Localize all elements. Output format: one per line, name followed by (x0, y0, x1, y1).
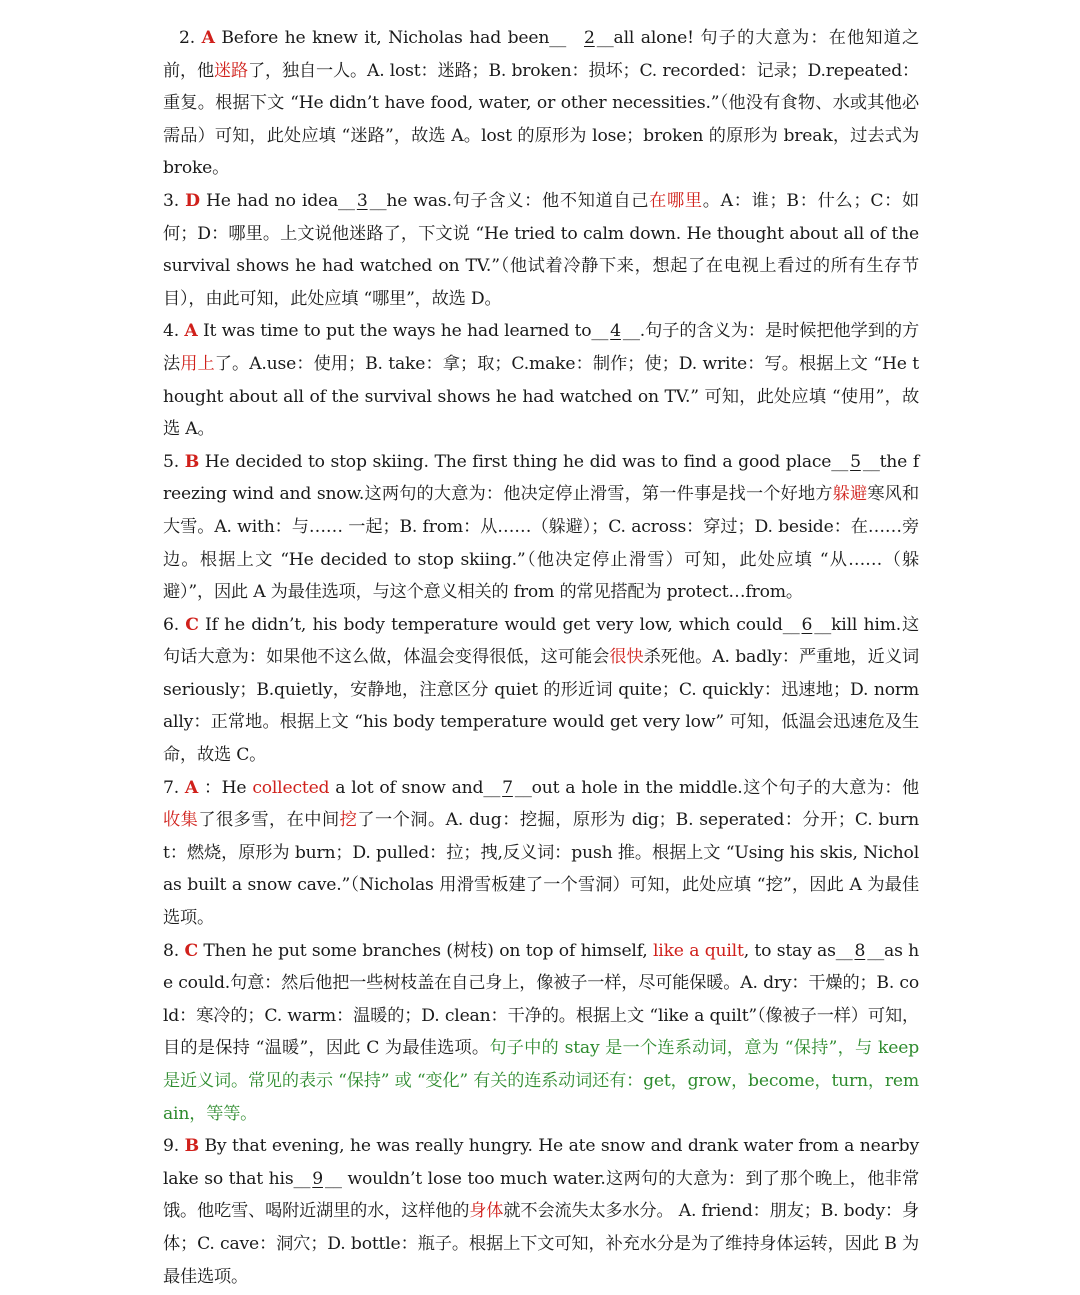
blank-number: 2 (584, 28, 595, 48)
explanation-paragraph (163, 446, 919, 609)
explanation-paragraph (163, 185, 919, 315)
answer-letter: B (184, 1136, 199, 1157)
text-segment: 了。A.use：使用；B. take：拿；取；C.make：制作；使；D. write：写。根据上文 “He thought about all of the survival shows he had watched on TV.” 可知，此处应填 “使用”，故选 A。 (163, 353, 919, 440)
grammar-note: 句子中的 stay 是一个连系动词，意为 “保持”，与 keep 是近义词。常见的表示 “保持” 或 “变化” 有关的连系动词还有：get，grow，become，turn，remain，等等。 (163, 1038, 920, 1124)
answer-letter: A (184, 321, 198, 342)
explanation-paragraph (163, 935, 919, 1131)
text-segment: 杀死他。A. badly：严重地，近义词 seriously；B.quietly，安静地，注意区分 quiet 的形近词 quite；C. quickly：迅速地；D. normally：正常地。根据上文 “his body temperature would get very low” 可知，低温会迅速危及生命，故选 C。 (163, 647, 919, 766)
answer-letter: B (184, 451, 200, 472)
blank-number: 7 (502, 777, 513, 798)
highlighted-keyword: 收集 (163, 810, 199, 831)
text-segment: 了一个洞。A. dug：挖掘，原形为 dig；B. seperated：分开；C. burnt：燃烧，原形为 burn；D. pulled：拉；拽,反义词：push 推。根据上文 “Using his skis, Nicholas built a snow cave.”（Nicholas 用滑雪板建了一个雪洞）可知，此处应填 “挖”，因此 A 为最佳选项。 (163, 810, 919, 929)
text-segment: ：He (198, 777, 253, 798)
explanation-paragraph (163, 315, 919, 445)
text-segment: He had no idea__ (199, 190, 355, 211)
text-segment: a lot of snow and__ (329, 777, 501, 798)
question-number: 4. (163, 321, 179, 342)
text-segment: __ wouldn’t lose too much water.这两句的大意为：到了那个晚上，他非常饿。他吃雪、喝附近湖里的水，这样他的 (163, 1168, 919, 1222)
blank-number: 4 (610, 321, 621, 342)
explanation-paragraph (163, 609, 919, 772)
text-segment: __all alone! 句子的大意为：在他知道之前，他 (163, 28, 919, 81)
highlighted-keyword: 在哪里 (649, 190, 703, 211)
text-segment: Then he put some branches (树枝) on top of himself, (197, 940, 653, 961)
text-segment: He decided to stop skiing. The first thing he did was to find a good place__ (199, 451, 849, 472)
answer-letter: A (184, 777, 199, 798)
blank-number: 3 (356, 190, 368, 211)
blank-number: 8 (854, 940, 866, 961)
text-segment: It was time to put the ways he had learned to__ (197, 321, 609, 342)
text-segment: Before he knew it, Nicholas had been__ (214, 28, 566, 48)
highlighted-keyword: 躲避 (832, 484, 868, 505)
text-segment: 了，独自一人。A. lost：迷路；B. broken：损坏；C. recorded：记录；D.repeated：重复。根据下文 “He didn’t have food, water, or other necessities.”（他没有食物、水或其他必需品）可知，此处应填 “迷路”，故选 A。lost 的原形为 lose；broken 的原形为 break，过去式为 broke。 (163, 60, 919, 179)
document-body (163, 22, 919, 1293)
answer-letter: C (184, 940, 198, 961)
blank-number: 5 (850, 451, 861, 472)
explanation-item (163, 185, 919, 315)
explanation-paragraph (163, 772, 919, 935)
question-number: 8. (163, 940, 179, 961)
text-segment: __the freezing wind and snow.这两句的大意为：他决定停止滑雪，第一件事是找一个好地方 (163, 451, 920, 505)
explanation-paragraph (163, 1130, 919, 1293)
explanation-item (163, 1130, 919, 1293)
question-number: 6. (163, 614, 179, 635)
question-number: 3. (163, 190, 179, 211)
answer-letter: A (201, 28, 215, 48)
text-segment: __out a hole in the middle.这个句子的大意为：他 (514, 777, 919, 798)
answer-letter: C (185, 614, 199, 635)
text-segment: __he was.句子含义：他不知道自己 (369, 190, 650, 211)
explanation-item (163, 772, 919, 935)
explanation-item (163, 609, 919, 772)
text-segment: 寒风和大雪。A. with：与…… 一起；B. from：从……（躲避）；C. across：穿过；D. beside：在……旁边。根据上文 “He decided to stop skiing.”（他决定停止滑雪）可知，此处应填 “从……（躲避）”，因此 A 为最佳选项，与这个意义相关的 from 的常见搭配为 protect…from。 (163, 484, 920, 603)
highlighted-keyword: 挖 (339, 810, 358, 831)
explanation-item (163, 935, 919, 1131)
answer-letter: D (185, 190, 200, 211)
highlighted-keyword: 迷路 (214, 60, 248, 81)
question-number: 2. (179, 28, 195, 48)
highlighted-keyword: like a quilt (652, 940, 744, 961)
blank-number: 6 (801, 614, 813, 635)
blank-number: 9 (312, 1168, 324, 1189)
text-segment: 了很多雪，在中间 (198, 810, 340, 831)
highlighted-keyword: collected (252, 777, 330, 798)
question-number: 9. (163, 1136, 179, 1157)
explanation-paragraph (163, 22, 919, 185)
text-segment: By that evening, he was really hungry. He ate snow and drank water from a nearby lake so that his__ (163, 1136, 919, 1189)
text-segment: , to stay as__ (743, 940, 853, 961)
explanation-item (163, 22, 919, 185)
question-number: 7. (163, 777, 179, 798)
explanation-item (163, 315, 919, 445)
highlighted-keyword: 用上 (180, 353, 215, 374)
text-segment: __.句子的含义为：是时候把他学到的方法 (163, 321, 919, 374)
question-number: 5. (163, 451, 179, 472)
highlighted-keyword: 身体 (469, 1201, 504, 1222)
text-segment: __kill him.这句话大意为：如果他不这么做，体温会变得很低，这可能会 (163, 614, 919, 668)
highlighted-keyword: 很快 (609, 647, 644, 668)
text-segment: 就不会流失太多水分。 A. friend：朋友；B. body：身体；C. cave：洞穴；D. bottle：瓶子。根据上下文可知，补充水分是为了维持身体运转，因此 B 为最佳选项。 (163, 1201, 919, 1287)
text-segment: 。A：谁；B：什么；C：如何；D：哪里。上文说他迷路了，下文说 “He tried to calm down. He thought about all of the survival shows he had watched on TV.”（他试着冷静下来，想起了在电视上看过的所有生存节目），由此可知，此处应填 “哪里”，故选 D。 (163, 190, 919, 309)
text-segment: If he didn’t, his body temperature would get very low, which could__ (198, 614, 800, 635)
text-segment: __as he could.句意：然后他把一些树枝盖在自己身上，像被子一样，尽可能保暖。A. dry：干燥的；B. cold：寒冷的；C. warm：温暖的；D. clean：干净的。根据上文 “like a quilt”（像被子一样）可知，目的是保持 “温暖”，因此 C 为最佳选项。 (163, 940, 920, 1059)
explanation-item (163, 446, 919, 609)
